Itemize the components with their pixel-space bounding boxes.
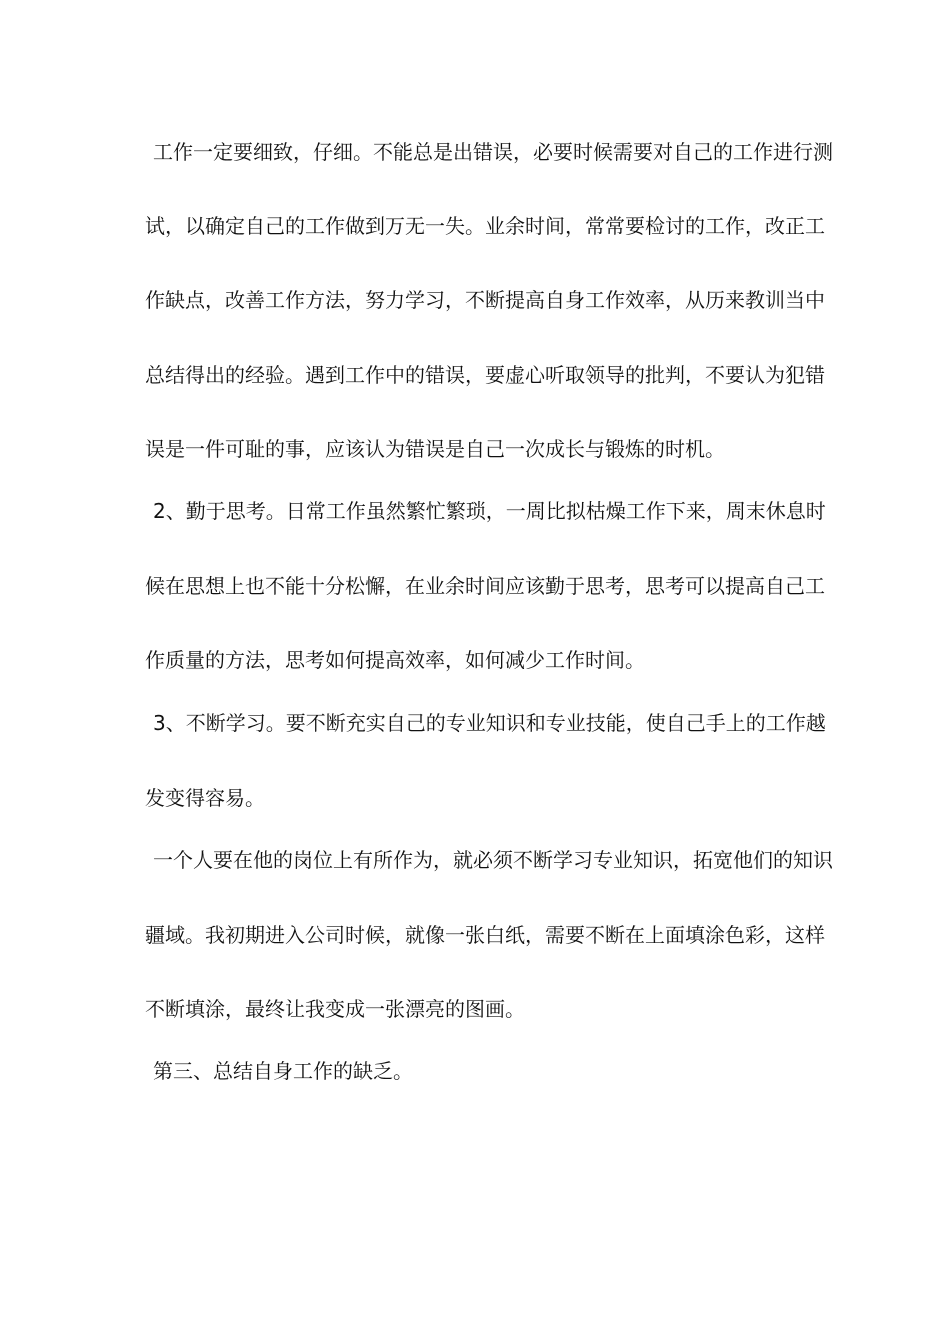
paragraph-line: 一个人要在他的岗位上有所作为，就必须不断学习专业知识，拓宽他们的知识 bbox=[153, 848, 833, 872]
paragraph-line: 发变得容易。 bbox=[145, 786, 265, 810]
paragraph-line: 工作一定要细致，仔细。不能总是出错误，必要时候需要对自己的工作进行测 bbox=[153, 140, 833, 164]
list-item-line: 2、勤于思考。日常工作虽然繁忙繁琐，一周比拟枯燥工作下来，周末休息时 bbox=[153, 499, 826, 523]
paragraph-line: 误是一件可耻的事，应该认为错误是自己一次成长与锻炼的时机。 bbox=[145, 437, 725, 461]
list-item-line: 3、不断学习。要不断充实自己的专业知识和专业技能，使自己手上的工作越 bbox=[153, 711, 826, 735]
paragraph-line: 疆域。我初期进入公司时候，就像一张白纸，需要不断在上面填涂色彩，这样 bbox=[145, 923, 825, 947]
paragraph-line: 不断填涂，最终让我变成一张漂亮的图画。 bbox=[145, 997, 525, 1021]
paragraph-line: 作质量的方法，思考如何提高效率，如何减少工作时间。 bbox=[145, 648, 645, 672]
paragraph-line: 候在思想上也不能十分松懈，在业余时间应该勤于思考，思考可以提高自己工 bbox=[145, 574, 825, 598]
section-heading: 第三、总结自身工作的缺乏。 bbox=[153, 1059, 413, 1083]
paragraph-line: 试，以确定自己的工作做到万无一失。业余时间，常常要检讨的工作，改正工 bbox=[145, 214, 825, 238]
paragraph-line: 作缺点，改善工作方法，努力学习，不断提高自身工作效率，从历来教训当中 bbox=[145, 288, 825, 312]
paragraph-line: 总结得出的经验。遇到工作中的错误，要虚心听取领导的批判，不要认为犯错 bbox=[145, 363, 825, 387]
